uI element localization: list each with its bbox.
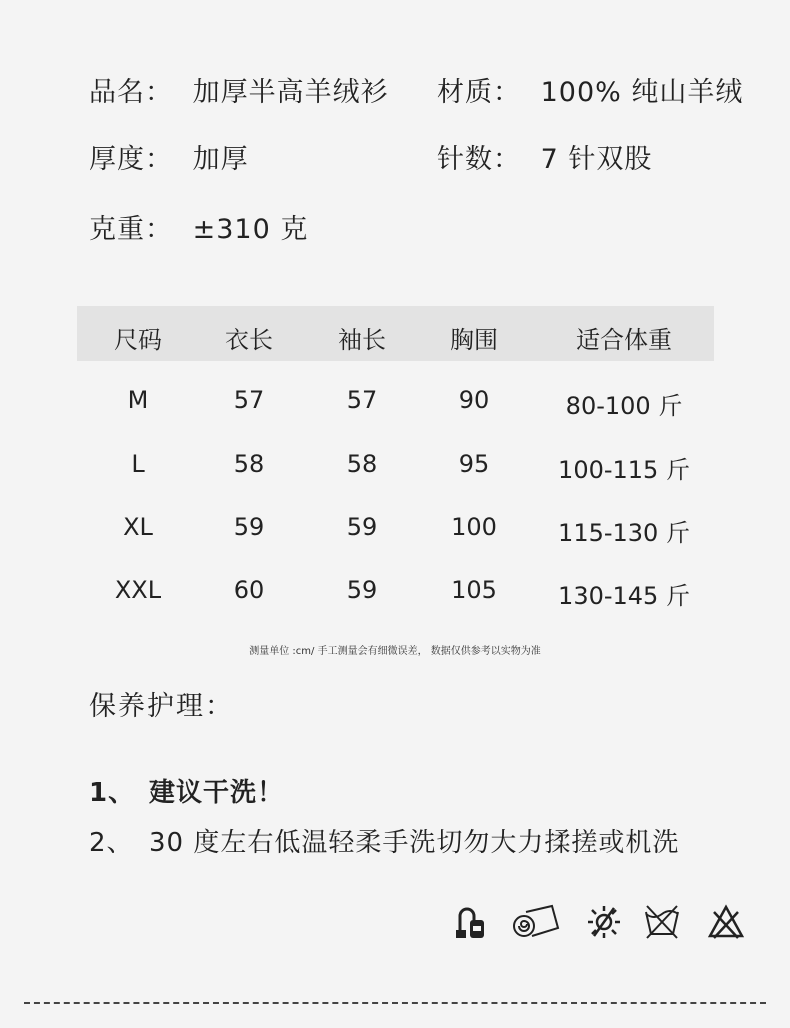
thickness-value: 加厚 — [192, 144, 249, 175]
care-item-1-num: 1、 — [89, 778, 136, 808]
care-item-1-text: 建议干洗！ — [149, 778, 285, 808]
header-length: 衣长 — [225, 326, 273, 354]
weight-value: ±310 克 — [192, 214, 309, 245]
header-weight: 适合体重 — [576, 326, 672, 354]
cell-weight: 100-115 斤 — [558, 456, 690, 484]
cell-length: 57 — [233, 386, 265, 414]
gauge-value: 7 针双股 — [540, 144, 653, 175]
cell-length: 60 — [233, 576, 265, 604]
care-icons — [452, 902, 752, 946]
care-item-2-text: 30 度左右低温轻柔手洗切勿大力揉搓或机洗 — [149, 828, 680, 858]
header-sleeve: 袖长 — [338, 326, 386, 354]
cell-chest: 105 — [451, 576, 497, 604]
spec-thickness — [89, 137, 249, 176]
name-value: 加厚半高羊绒衫 — [192, 77, 389, 108]
cell-size: XXL — [114, 576, 162, 604]
spec-name — [89, 70, 389, 109]
cell-sleeve: 59 — [346, 576, 378, 604]
cell-size: XL — [123, 513, 153, 541]
thickness-label: 厚度： — [89, 144, 173, 175]
cell-sleeve: 59 — [346, 513, 378, 541]
spec-gauge — [437, 137, 652, 176]
spec-weight — [89, 207, 308, 246]
cell-length: 59 — [233, 513, 265, 541]
material-label: 材质： — [437, 77, 521, 108]
care-item-2 — [89, 822, 679, 859]
material-value: 100% 纯山羊绒 — [540, 77, 744, 108]
cell-chest: 100 — [451, 513, 497, 541]
header-size: 尺码 — [114, 326, 162, 354]
gauge-label: 针数： — [437, 144, 521, 175]
cell-weight: 130-145 斤 — [558, 582, 690, 610]
cell-chest: 90 — [458, 386, 490, 414]
cell-length: 58 — [233, 450, 265, 478]
cell-weight: 115-130 斤 — [558, 519, 690, 547]
header-chest: 胸围 — [450, 326, 498, 354]
cell-sleeve: 57 — [346, 386, 378, 414]
bottom-divider — [24, 1002, 766, 1004]
cell-size: M — [127, 386, 149, 414]
cell-sleeve: 58 — [346, 450, 378, 478]
care-item-1 — [89, 772, 284, 809]
no-bleach-icon — [706, 902, 746, 942]
no-sun-drying-icon — [584, 902, 624, 942]
measurement-note: 测量单位 :cm/ 手工测量会有细微误差， 数据仅供参考以实物为准 — [249, 646, 541, 657]
cell-size: L — [131, 450, 145, 478]
name-label: 品名： — [89, 77, 173, 108]
care-title: 保养护理： — [89, 691, 234, 722]
cell-chest: 95 — [458, 450, 490, 478]
cell-weight: 80-100 斤 — [565, 392, 683, 420]
spec-material — [437, 70, 743, 109]
no-tumble-dry-icon — [642, 902, 682, 942]
vacuum-cleaner-icon — [452, 902, 492, 942]
care-item-2-num: 2、 — [89, 828, 134, 858]
weight-label: 克重： — [89, 214, 173, 245]
roll-dry-icon — [512, 902, 560, 942]
